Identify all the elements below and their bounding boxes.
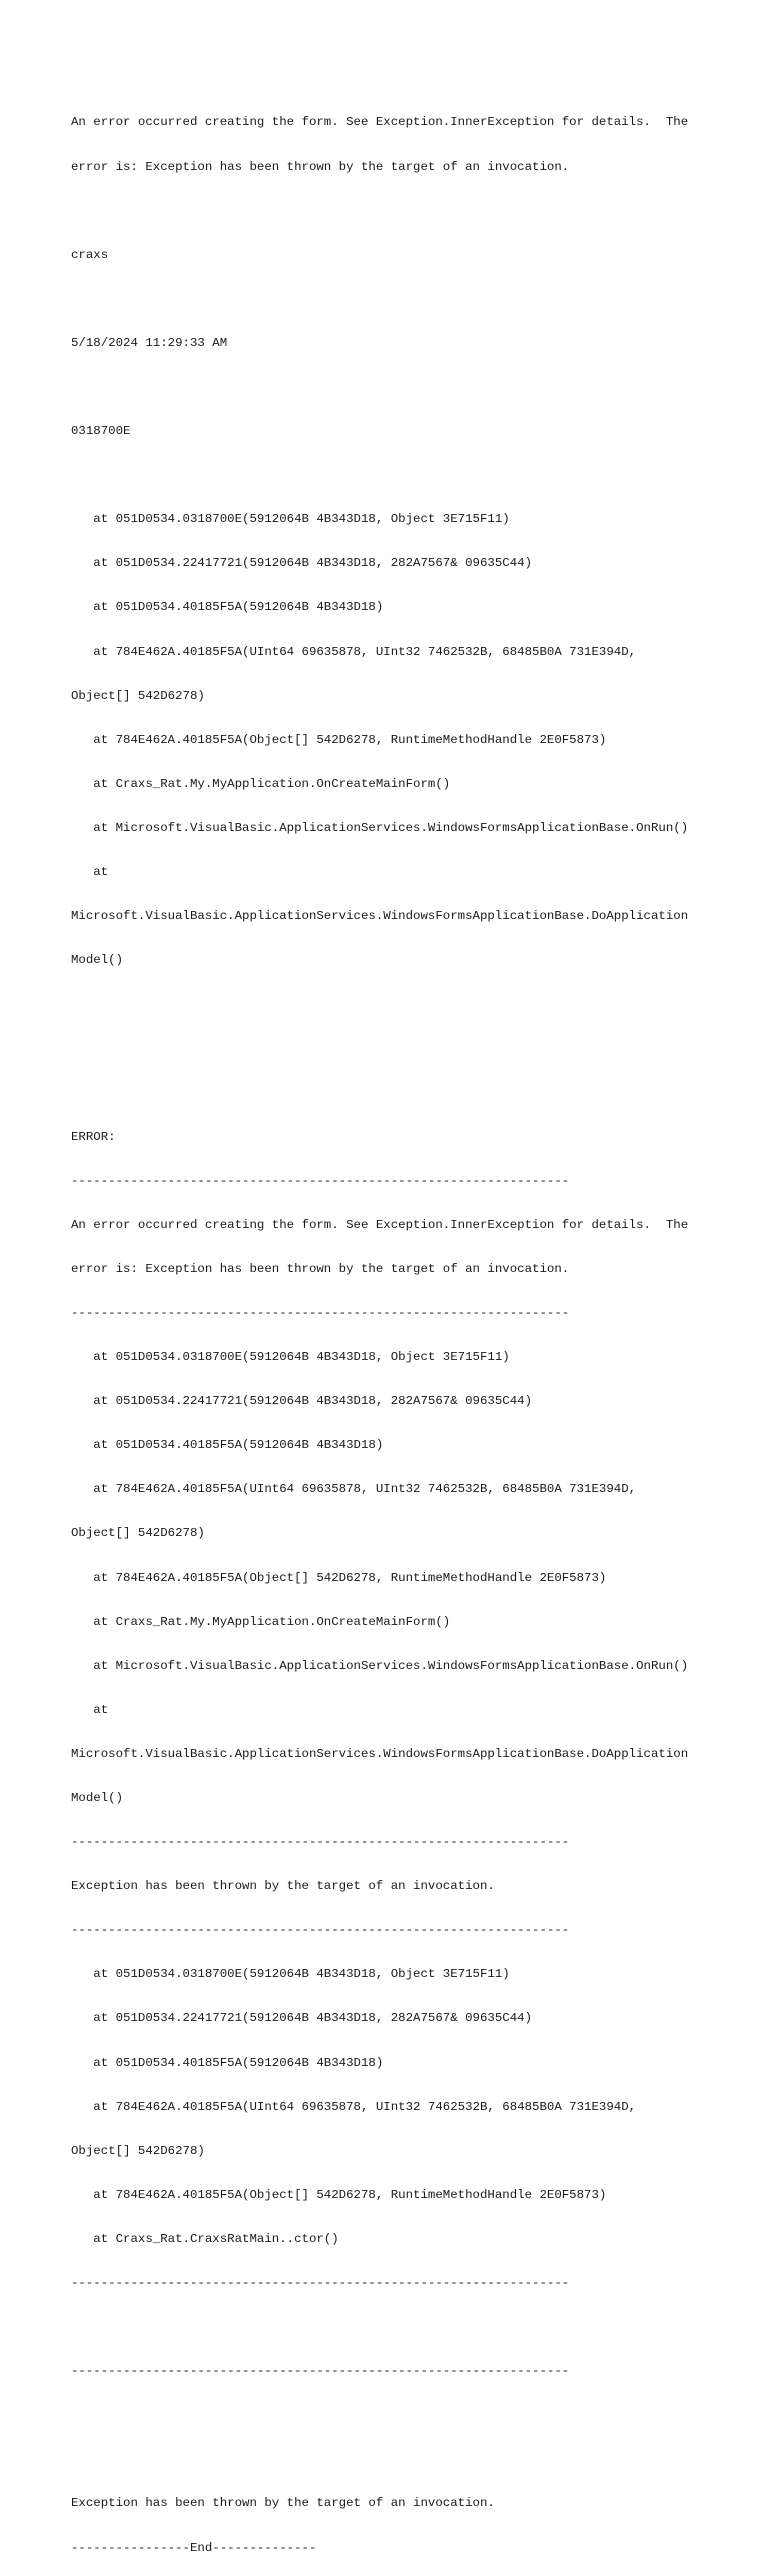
stack-trace-line: at 051D0534.40185F5A(5912064B 4B343D18) — [71, 600, 384, 615]
stack-trace-line: at 051D0534.40185F5A(5912064B 4B343D18) — [71, 1438, 384, 1453]
stack-trace-line: at 051D0534.22417721(5912064B 4B343D18, 282A7567& 09635C44) — [71, 1394, 533, 1409]
stack-trace-line: at Craxs_Rat.CraxsRatMain..ctor() — [71, 2231, 339, 2246]
stack-trace-line: Object[] 542D6278) — [71, 688, 205, 703]
blank-line — [71, 2408, 751, 2423]
stack-trace-line: at 784E462A.40185F5A(Object[] 542D6278, RuntimeMethodHandle 2E0F5873) — [71, 732, 607, 747]
blank-line — [71, 204, 751, 219]
final-exception-message: Exception has been thrown by the target of an invocation. — [71, 2496, 495, 2511]
stack-trace-line: Object[] 542D6278) — [71, 1526, 205, 1541]
stack-trace-line: Microsoft.VisualBasic.ApplicationServices.WindowsFormsApplicationBase.DoApplication — [71, 909, 689, 924]
stack-trace-line: at 784E462A.40185F5A(UInt64 69635878, UInt32 7462532B, 68485B0A 731E394D, — [71, 1482, 637, 1497]
separator-line: ------------------------------------------------------------------- — [71, 1835, 570, 1850]
blank-line — [71, 1041, 751, 1056]
stack-trace-line: at 784E462A.40185F5A(Object[] 542D6278, RuntimeMethodHandle 2E0F5873) — [71, 1570, 607, 1585]
stack-trace-line: at 051D0534.22417721(5912064B 4B343D18, 282A7567& 09635C44) — [71, 2011, 533, 2026]
blank-line — [71, 380, 751, 395]
stack-trace-line: at 784E462A.40185F5A(UInt64 69635878, UInt32 7462532B, 68485B0A 731E394D, — [71, 2099, 637, 2114]
blank-line — [71, 1085, 751, 1100]
stack-trace-line: at — [71, 1702, 109, 1717]
stack-trace-line: Microsoft.VisualBasic.ApplicationServices.WindowsFormsApplicationBase.DoApplication — [71, 1746, 689, 1761]
blank-line — [71, 2452, 751, 2467]
error-message-line: error is: Exception has been thrown by the target of an invocation. — [71, 1261, 570, 1276]
stack-trace-line: at 051D0534.0318700E(5912064B 4B343D18, Object 3E715F11) — [71, 512, 510, 527]
separator-line: ------------------------------------------------------------------- — [71, 2276, 570, 2290]
stack-trace-line: at 051D0534.22417721(5912064B 4B343D18, 282A7567& 09635C44) — [71, 556, 533, 571]
error-code: 0318700E — [71, 424, 131, 439]
app-name: craxs — [71, 247, 109, 262]
stack-trace-line: at 051D0534.40185F5A(5912064B 4B343D18) — [71, 2055, 384, 2070]
stack-trace-line: Model() — [71, 953, 124, 968]
stack-trace-line: Object[] 542D6278) — [71, 2143, 205, 2158]
stack-trace-line: Model() — [71, 1790, 124, 1805]
separator-line: ------------------------------------------------------------------- — [71, 1305, 570, 1320]
stack-trace-line: at 784E462A.40185F5A(Object[] 542D6278, RuntimeMethodHandle 2E0F5873) — [71, 2187, 607, 2202]
blank-line — [71, 292, 751, 307]
stack-trace-line: at Microsoft.VisualBasic.ApplicationServices.WindowsFormsApplicationBase.OnRun() — [71, 1658, 689, 1673]
stack-trace-line: at 051D0534.0318700E(5912064B 4B343D18, Object 3E715F11) — [71, 1350, 510, 1365]
blank-line — [71, 2320, 751, 2335]
separator-line: ------------------------------------------------------------------- — [71, 1173, 570, 1188]
stack-trace-line: at Microsoft.VisualBasic.ApplicationServices.WindowsFormsApplicationBase.OnRun() — [71, 820, 689, 835]
stack-trace-line: at — [71, 865, 109, 879]
error-message-line: error is: Exception has been thrown by the target of an invocation. — [71, 159, 570, 174]
stack-trace-line: at Craxs_Rat.My.MyApplication.OnCreateMainForm() — [71, 776, 451, 791]
error-message-line: An error occurred creating the form. See Exception.InnerException for details. The — [71, 115, 689, 130]
error-message-line: An error occurred creating the form. See Exception.InnerException for details. The — [71, 1217, 689, 1232]
separator-line: ------------------------------------------------------------------- — [71, 1923, 570, 1938]
end-marker: ----------------End-------------- — [71, 2540, 317, 2555]
error-heading: ERROR: — [71, 1129, 116, 1144]
stack-trace-line: at Craxs_Rat.My.MyApplication.OnCreateMainForm() — [71, 1614, 451, 1629]
stack-trace-line: at 051D0534.0318700E(5912064B 4B343D18, Object 3E715F11) — [71, 1967, 510, 1982]
separator-line: ------------------------------------------------------------------- — [71, 2364, 570, 2379]
inner-exception-message: Exception has been thrown by the target of an invocation. — [71, 1879, 495, 1894]
blank-line — [71, 997, 751, 1012]
error-log-document — [71, 86, 751, 2570]
stack-trace-line: at 784E462A.40185F5A(UInt64 69635878, UInt32 7462532B, 68485B0A 731E394D, — [71, 644, 637, 659]
timestamp: 5/18/2024 11:29:33 AM — [71, 335, 228, 350]
blank-line — [71, 468, 751, 483]
